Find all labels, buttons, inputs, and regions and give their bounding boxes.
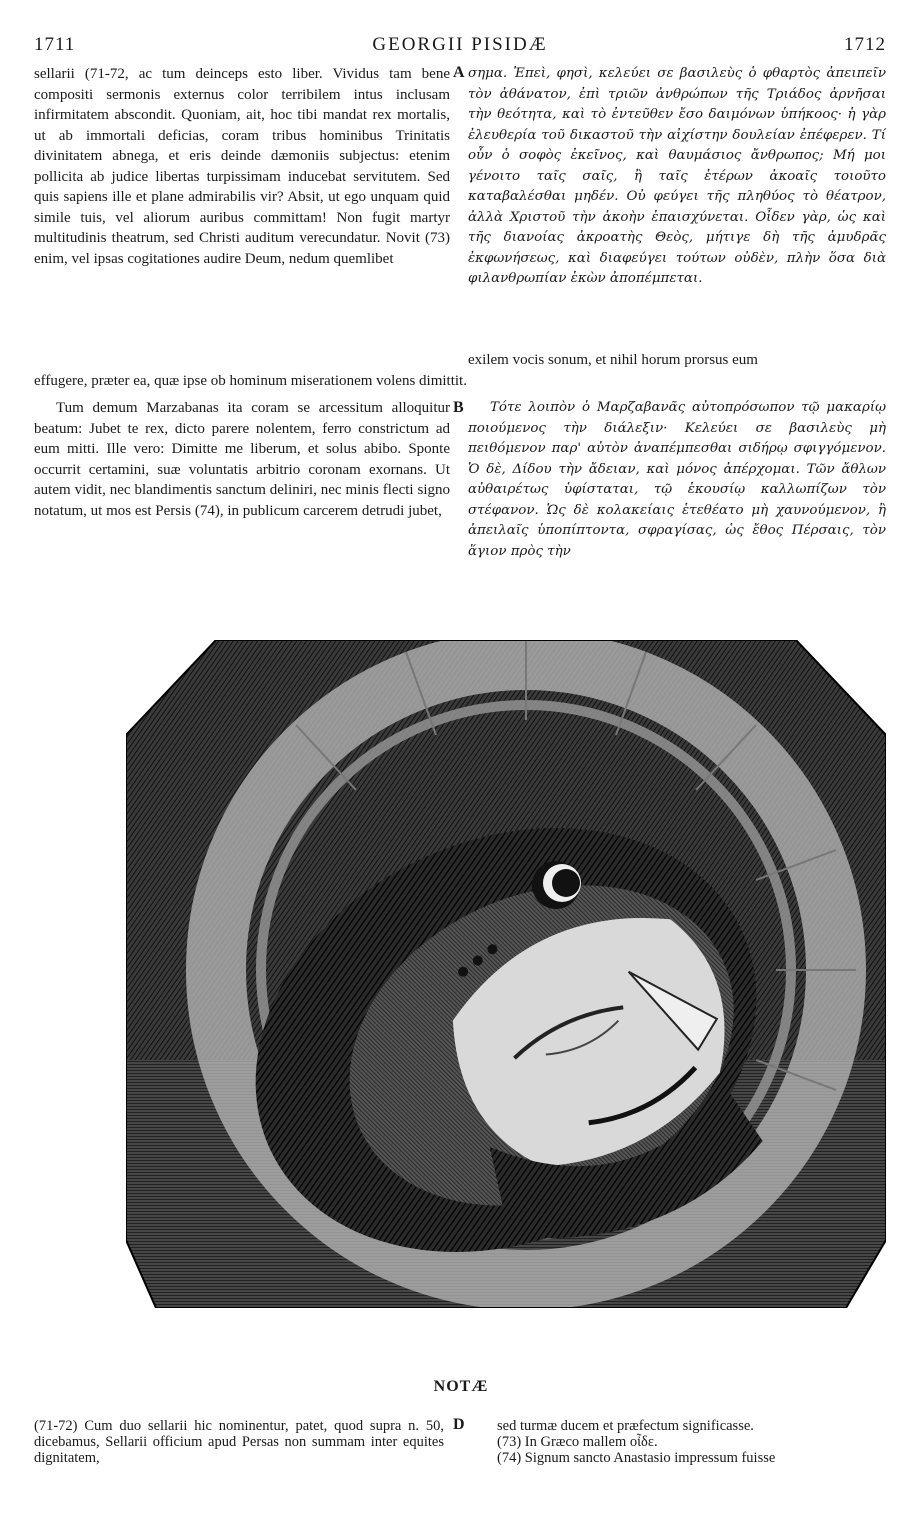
latin-paragraph-1: sellarii (71-72, ac tum deinceps esto liber. Vividus tam bene compositi sermonis externus color terribilem intus inclusam infirmitatem abscondit. Quoniam, ait, hoc tibi mandat rex mortalis, ut ab immortali deficias, coram tribus hominibus Trinitatis divinitatem abnega, et eris deinde dæmoniis subjectus: etenim pollicita ab judice libertas turpissimam inducebat servitutem. Sed quis sapiens ille et plane admirabilis vir? Absit, ut ego unquam quid simile tuis, vel aliorum auribus committam! Non fugit martyr multitudinis theatrum, sed Christi auditum verecundatur. Novit (73) enim, vel ipsas cogitationes audire Deum, nedum quemlibet (34, 66, 450, 267)
note-73: (73) In Græco mallem οἶδε. (497, 1434, 658, 1450)
notes-right-column (497, 1418, 887, 1466)
margin-letter-a: A (453, 64, 465, 81)
running-head (34, 34, 886, 56)
page-number-left: 1711 (34, 34, 76, 55)
greek-column-lower (468, 398, 886, 562)
spanning-line (34, 371, 886, 392)
engraving-illustration (126, 640, 886, 1308)
note-71-72-continuation: sed turmæ ducem et præfectum significasse. (497, 1418, 754, 1434)
page-title: GEORGII PISIDÆ (372, 34, 548, 55)
margin-letter-b: B (453, 399, 464, 416)
latin-line-right: exilem vocis sonum, et nihil horum prorsus eum (468, 352, 758, 368)
latin-continuation-line (468, 350, 886, 371)
note-71-72: (71-72) Cum duo sellarii hic nominentur, patet, quod supra n. 50, dicebamus, Sellarii officium apud Persas non summam inter equites dignitatem, (34, 1418, 444, 1466)
greek-column-upper (468, 64, 886, 290)
spanning-line-right: nem volens dimittit. (346, 373, 467, 389)
note-74: (74) Signum sancto Anastasio impressum fuisse (497, 1450, 776, 1466)
notes-heading: NOTÆ (433, 1378, 489, 1395)
greek-paragraph-2: Τότε λοιπὸν ὁ Μαρζαβανᾶς αὐτοπρόσωπον τῷ μακαρίῳ ποιούμενος τὴν διάλεξιν· Κελεύει σε βασιλεὺς μὴ πειθόμενον παρ' αὐτὸν ἀναπέμπεσθαι σιδήρῳ σφιγγόμενον. Ὁ δὲ, Δίδου τὴν ἄδειαν, καὶ μόνος ἀπέρχομαι. Τῶν ἄθλων αὐθαιρέτως ὑφίσταται, τῷ ἑκουσίῳ καλλωπίζων τὸν στέφανον. Ὡς δὲ κολακείαις ἑτεθέατο μὴ χαυνούμενον, ἢ ἀπειλαῖς ὑποπίπτοντα, σφραγίσας, ὡς ἔθος Πέρσαις, τὸν ἅγιον πρὸς τὴν (468, 400, 886, 559)
page-number-right: 1712 (844, 34, 886, 55)
notes-left-column (34, 1418, 444, 1466)
margin-letter-d: D (453, 1416, 465, 1433)
latin-column-upper (34, 64, 450, 269)
latin-column-lower (34, 398, 450, 521)
latin-paragraph-2: Tum demum Marzabanas ita coram se arcessitum alloquitur beatum: Jubet te rex, dicto parere nolentem, ferro constrictum ad eum mitti. Ille vero: Dimitte me liberum, et solus abibo. Sponte occurrit certamini, suæ voluntatis arbitrio coronam exornans. Ut autem vidit, nec blandimentis sanctum deliniri, nec minis flecti signo notatum, ut mos est Persis (74), in publicum carcerem detrudi jubet, (34, 400, 450, 519)
halo-head-engraving (126, 640, 886, 1308)
greek-paragraph-1: σημα. Ἐπεὶ, φησὶ, κελεύει σε βασιλεὺς ὁ φθαρτὸς ἀπειπεῖν τὸν ἀθάνατον, ἐπὶ τριῶν ἀνθρώπων τῆς Τριάδος ἀρνῆσαι τὴν θεότητα, καὶ τὸ ἐντεῦθεν ἔσο δαιμόνων ὑπήκοος· ἡ γὰρ ἐλευθερία τοῦ δικαστοῦ τὴν αἰχίστην δουλείαν ἐπέφερεν. Τί οὖν ὁ σοφὸς ἐκεῖνος, καὶ θαυμάσιος ἄνθρωπος; Μή μοι γένοιτο ταῖς σαῖς, ἢ ταῖς ἑτέρων ἀκοαῖς τοιοῦτο καταβαλέσθαι μηδέν. Οὐ φεύγει τῆς πληθύος τὸ θέατρον, ἀλλὰ Χριστοῦ τὴν ἀκοὴν ἐπαισχύνεται. Οἶδεν γὰρ, ὡς καὶ τῆς διανοίας ἀκροατὴς Θεὸς, μήτιγε δὴ τῆς ἀμυδρᾶς ἐκφωνήσεως, καὶ διαφεύγει τούτων οὐδὲν, πλὴν ὅσα διὰ φιλανθρωπίαν ἑκὼν ἀποπέμπεται. (468, 66, 886, 286)
spanning-line-left: effugere, præter ea, quæ ipse ob hominum miseratio (34, 373, 347, 389)
